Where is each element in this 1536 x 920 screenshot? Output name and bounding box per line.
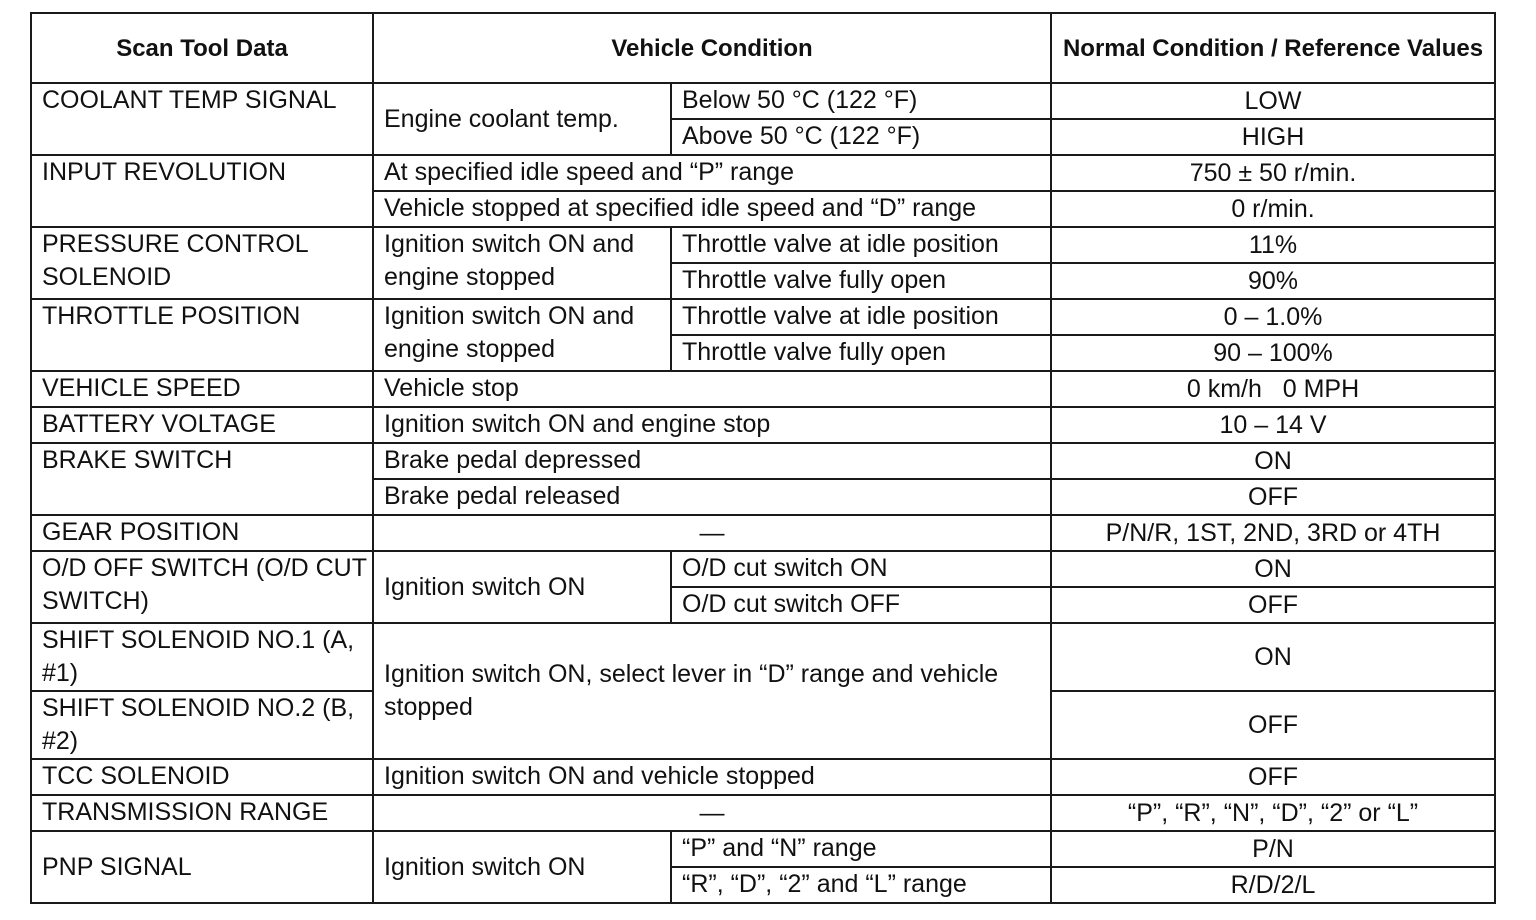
table-row	[31, 623, 1495, 691]
tcc-solenoid-condition: Ignition switch ON and vehicle stopped	[373, 759, 1051, 795]
input-revolution-name: INPUT REVOLUTION	[31, 155, 373, 227]
input-revolution-condition2: Vehicle stopped at specified idle speed and “D” range	[373, 191, 1051, 227]
pressure-control-value2: 90%	[1051, 263, 1495, 299]
vehicle-speed-name: VEHICLE SPEED	[31, 371, 373, 407]
shift-solenoid-condition: Ignition switch ON, select lever in “D” range and vehicle stopped	[373, 623, 1051, 759]
input-revolution-value2: 0 r/min.	[1051, 191, 1495, 227]
battery-voltage-condition: Ignition switch ON and engine stop	[373, 407, 1051, 443]
header-vehicle-condition: Vehicle Condition	[373, 13, 1051, 83]
tcc-solenoid-name: TCC SOLENOID	[31, 759, 373, 795]
vehicle-speed-condition: Vehicle stop	[373, 371, 1051, 407]
input-revolution-value1: 750 ± 50 r/min.	[1051, 155, 1495, 191]
od-off-switch-value1: ON	[1051, 551, 1495, 587]
table-row	[31, 371, 1495, 407]
throttle-position-value1: 0 – 1.0%	[1051, 299, 1495, 335]
table-row	[31, 299, 1495, 335]
pnp-signal-sub1: “P” and “N” range	[671, 831, 1051, 867]
vehicle-speed-value: 0 km/h 0 MPH	[1051, 371, 1495, 407]
table-row	[31, 83, 1495, 119]
pnp-signal-value1: P/N	[1051, 831, 1495, 867]
coolant-temp-value2: HIGH	[1051, 119, 1495, 155]
table-row	[31, 443, 1495, 479]
shift-solenoid-2-value: OFF	[1051, 691, 1495, 759]
table-row	[31, 759, 1495, 795]
pnp-signal-condition: Ignition switch ON	[373, 831, 671, 903]
brake-switch-condition2: Brake pedal released	[373, 479, 1051, 515]
pnp-signal-sub2: “R”, “D”, “2” and “L” range	[671, 867, 1051, 903]
header-scan-tool-data: Scan Tool Data	[31, 13, 373, 83]
pnp-signal-value2: R/D/2/L	[1051, 867, 1495, 903]
table-row	[31, 155, 1495, 191]
header-normal-condition: Normal Condition / Reference Values	[1051, 13, 1495, 83]
battery-voltage-value: 10 – 14 V	[1051, 407, 1495, 443]
throttle-position-sub2: Throttle valve fully open	[671, 335, 1051, 371]
brake-switch-value2: OFF	[1051, 479, 1495, 515]
coolant-temp-sub2: Above 50 °C (122 °F)	[671, 119, 1051, 155]
transmission-range-value: “P”, “R”, “N”, “D”, “2” or “L”	[1051, 795, 1495, 831]
pressure-control-name: PRESSURE CONTROL SOLENOID	[31, 227, 373, 299]
pressure-control-sub2: Throttle valve fully open	[671, 263, 1051, 299]
transmission-range-condition: —	[373, 795, 1051, 831]
scan-tool-data-table	[30, 12, 1496, 904]
coolant-temp-condition: Engine coolant temp.	[373, 83, 671, 155]
table-row	[31, 831, 1495, 867]
battery-voltage-name: BATTERY VOLTAGE	[31, 407, 373, 443]
od-off-switch-condition: Ignition switch ON	[373, 551, 671, 623]
gear-position-value: P/N/R, 1ST, 2ND, 3RD or 4TH	[1051, 515, 1495, 551]
coolant-temp-sub1: Below 50 °C (122 °F)	[671, 83, 1051, 119]
gear-position-name: GEAR POSITION	[31, 515, 373, 551]
gear-position-condition: —	[373, 515, 1051, 551]
od-off-switch-sub1: O/D cut switch ON	[671, 551, 1051, 587]
input-revolution-condition1: At specified idle speed and “P” range	[373, 155, 1051, 191]
table-row	[31, 551, 1495, 587]
throttle-position-sub1: Throttle valve at idle position	[671, 299, 1051, 335]
pressure-control-value1: 11%	[1051, 227, 1495, 263]
throttle-position-value2: 90 – 100%	[1051, 335, 1495, 371]
brake-switch-value1: ON	[1051, 443, 1495, 479]
throttle-position-condition: Ignition switch ON and engine stopped	[373, 299, 671, 371]
shift-solenoid-2-name: SHIFT SOLENOID NO.2 (B, #2)	[31, 691, 373, 759]
coolant-temp-value1: LOW	[1051, 83, 1495, 119]
table-row	[31, 407, 1495, 443]
pnp-signal-name: PNP SIGNAL	[31, 831, 373, 903]
pressure-control-condition: Ignition switch ON and engine stopped	[373, 227, 671, 299]
brake-switch-name: BRAKE SWITCH	[31, 443, 373, 515]
shift-solenoid-1-value: ON	[1051, 623, 1495, 691]
brake-switch-condition1: Brake pedal depressed	[373, 443, 1051, 479]
od-off-switch-sub2: O/D cut switch OFF	[671, 587, 1051, 623]
od-off-switch-value2: OFF	[1051, 587, 1495, 623]
pressure-control-sub1: Throttle valve at idle position	[671, 227, 1051, 263]
header-row	[31, 13, 1495, 83]
table-row	[31, 795, 1495, 831]
table-row	[31, 227, 1495, 263]
table-row	[31, 515, 1495, 551]
transmission-range-name: TRANSMISSION RANGE	[31, 795, 373, 831]
throttle-position-name: THROTTLE POSITION	[31, 299, 373, 371]
od-off-switch-name: O/D OFF SWITCH (O/D CUT SWITCH)	[31, 551, 373, 623]
tcc-solenoid-value: OFF	[1051, 759, 1495, 795]
coolant-temp-name: COOLANT TEMP SIGNAL	[31, 83, 373, 155]
shift-solenoid-1-name: SHIFT SOLENOID NO.1 (A, #1)	[31, 623, 373, 691]
